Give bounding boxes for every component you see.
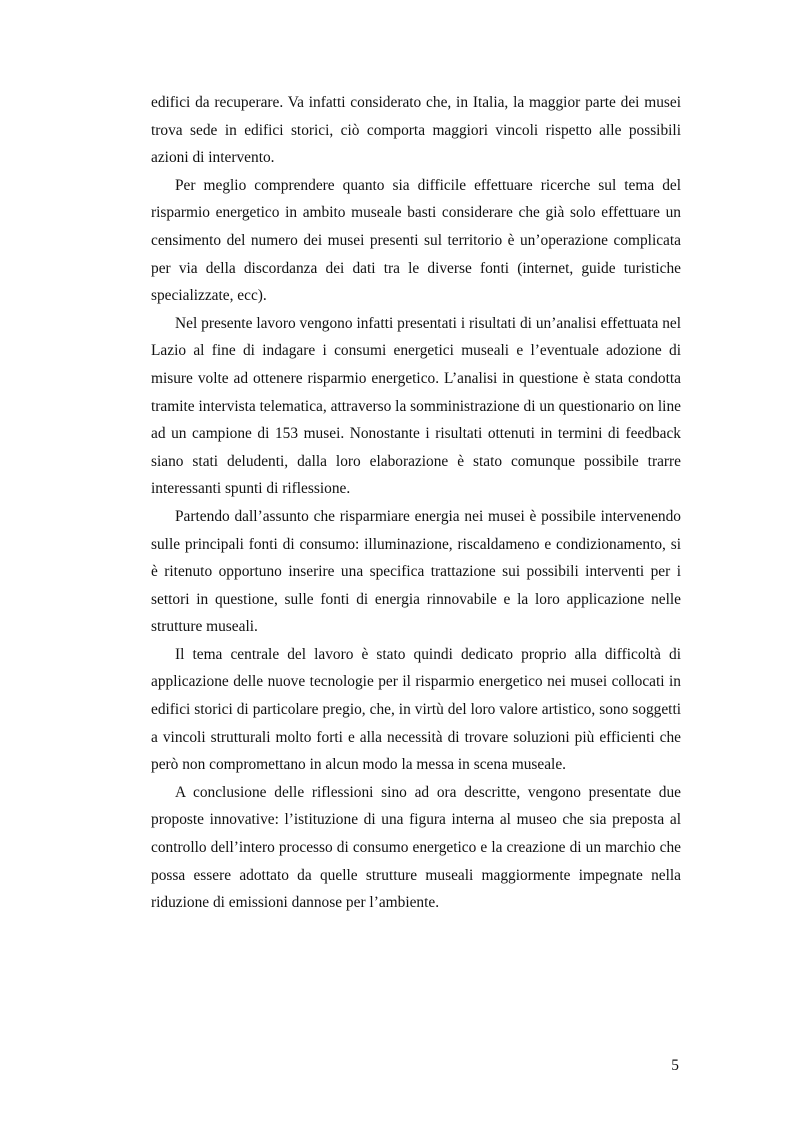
paragraph-research-difficulty: Per meglio comprendere quanto sia difficile effettuare ricerche sul tema del risparmio energetico in ambito museale basti considerare che già solo effettuare un censimento del numero dei musei presenti sul territorio è un’operazione complicata per via della discordanza dei dati tra le diverse fonti (internet, guide turistiche specializzate, ecc). xyxy=(151,176,681,305)
page-number: 5 xyxy=(671,1057,679,1074)
paragraph-consumption-sources: Partendo dall’assunto che risparmiare energia nei musei è possibile intervenendo sulle principali fonti di consumo: illuminazione, riscaldameno e condizionamento, si è ritenuto opportuno inserire una specifica trattazione sui possibili interventi per i settori in questione, sulle fonti di energia rinnovabile e la loro applicazione nelle strutture museali. xyxy=(151,507,681,636)
paragraph-conclusion: A conclusione delle riflessioni sino ad ora descritte, vengono presentate due proposte innovative: l’istituzione di una figura interna al museo che sia preposta al controllo dell’intero processo di consumo energetico e la creazione di un marchio che possa essere adottato da quelle strutture museali maggiormente impegnate nella riduzione di emissioni dannose per l’ambiente. xyxy=(151,783,681,912)
paragraph-continuation: edifici da recuperare. Va infatti considerato che, in Italia, la maggior parte dei musei trova sede in edifici storici, ciò comporta maggiori vincoli rispetto alle possibili azioni di intervento. xyxy=(151,94,681,167)
paragraph-lazio-analysis: Nel presente lavoro vengono infatti presentati i risultati di un’analisi effettuata nel Lazio al fine di indagare i consumi energetici museali e l’eventuale adozione di misure volte ad ottenere risparmio energetico. L’analisi in questione è stata condotta tramite intervista telematica, attraverso la somministrazione di un questionario on line ad un campione di 153 musei. Nonostante i risultati ottenuti in termini di feedback siano stati deludenti, dalla loro elaborazione è stato comunque possibile trarre interessanti spunti di riflessione. xyxy=(151,314,681,498)
body-text xyxy=(151,89,681,917)
paragraph-central-theme: Il tema centrale del lavoro è stato quindi dedicato proprio alla difficoltà di applicazione delle nuove tecnologie per il risparmio energetico nei musei collocati in edifici storici di particolare pregio, che, in virtù del loro valore artistico, sono soggetti a vincoli strutturali molto forti e alla necessità di trovare soluzioni più efficienti che però non compromettano in alcun modo la messa in scena museale. xyxy=(151,645,681,774)
